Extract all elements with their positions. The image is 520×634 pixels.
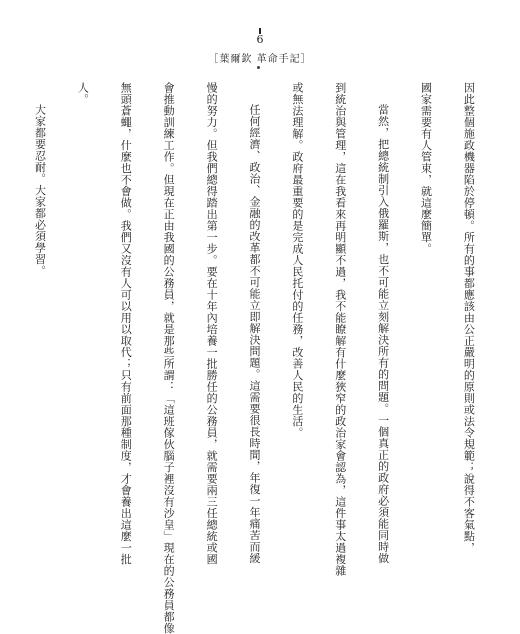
text-column: 人。 [76, 82, 90, 105]
text-column: 大家都要忍耐。大家都必須學習。 [33, 104, 47, 277]
text-column: 會推動訓練工作。但現在正由我國的公務員，就是那些所謂：「這班傢伙腦子裡沒有沙皇」現在的公務員都像 [162, 82, 176, 634]
text-column: 國家需要有人管束，就這麼簡單。 [419, 82, 433, 255]
page-header [0, 28, 520, 78]
body-text [33, 82, 504, 634]
text-column: 慢的努力。但我們總得踏出第一步。要在十年內培養一批勝任的公務員，就需要兩三任總統或國 [205, 82, 219, 565]
page-number-block [248, 28, 272, 46]
text-column: 當然，把總統制引入俄羅斯，也不可能立刻解決所有的問題。一個真正的政府必須能同時做 [376, 104, 390, 564]
text-column: 或無法理解。政府最重要的是完成人民托付的任務，改善人民的生活。 [290, 82, 304, 439]
text-column: 無頭蒼蠅，什麼也不會做。我們又沒有人可以用以取代；只有前面那種制度，才會養出這麼一批 [119, 82, 133, 565]
text-column: 因此整個施政機器陷於停頓。所有的事都應該由公正嚴明的原則或法令規範；說得不客氣點， [462, 82, 476, 554]
text-column: 到統治與管理，這在我看來再明顯不過，我不能瞭解有什麼狹窄的政治家會認為，這件事太過複雜 [333, 82, 347, 577]
page-number: 6 [256, 33, 264, 46]
text-column: 任何經濟、政治、金融的改革都不可能立即解決問題。這需要很長時間，年復一年痛苦而緩 [247, 104, 261, 564]
header-ornament-dot [257, 66, 260, 69]
running-head: ［葉爾欽 革命手記］ [208, 54, 312, 65]
